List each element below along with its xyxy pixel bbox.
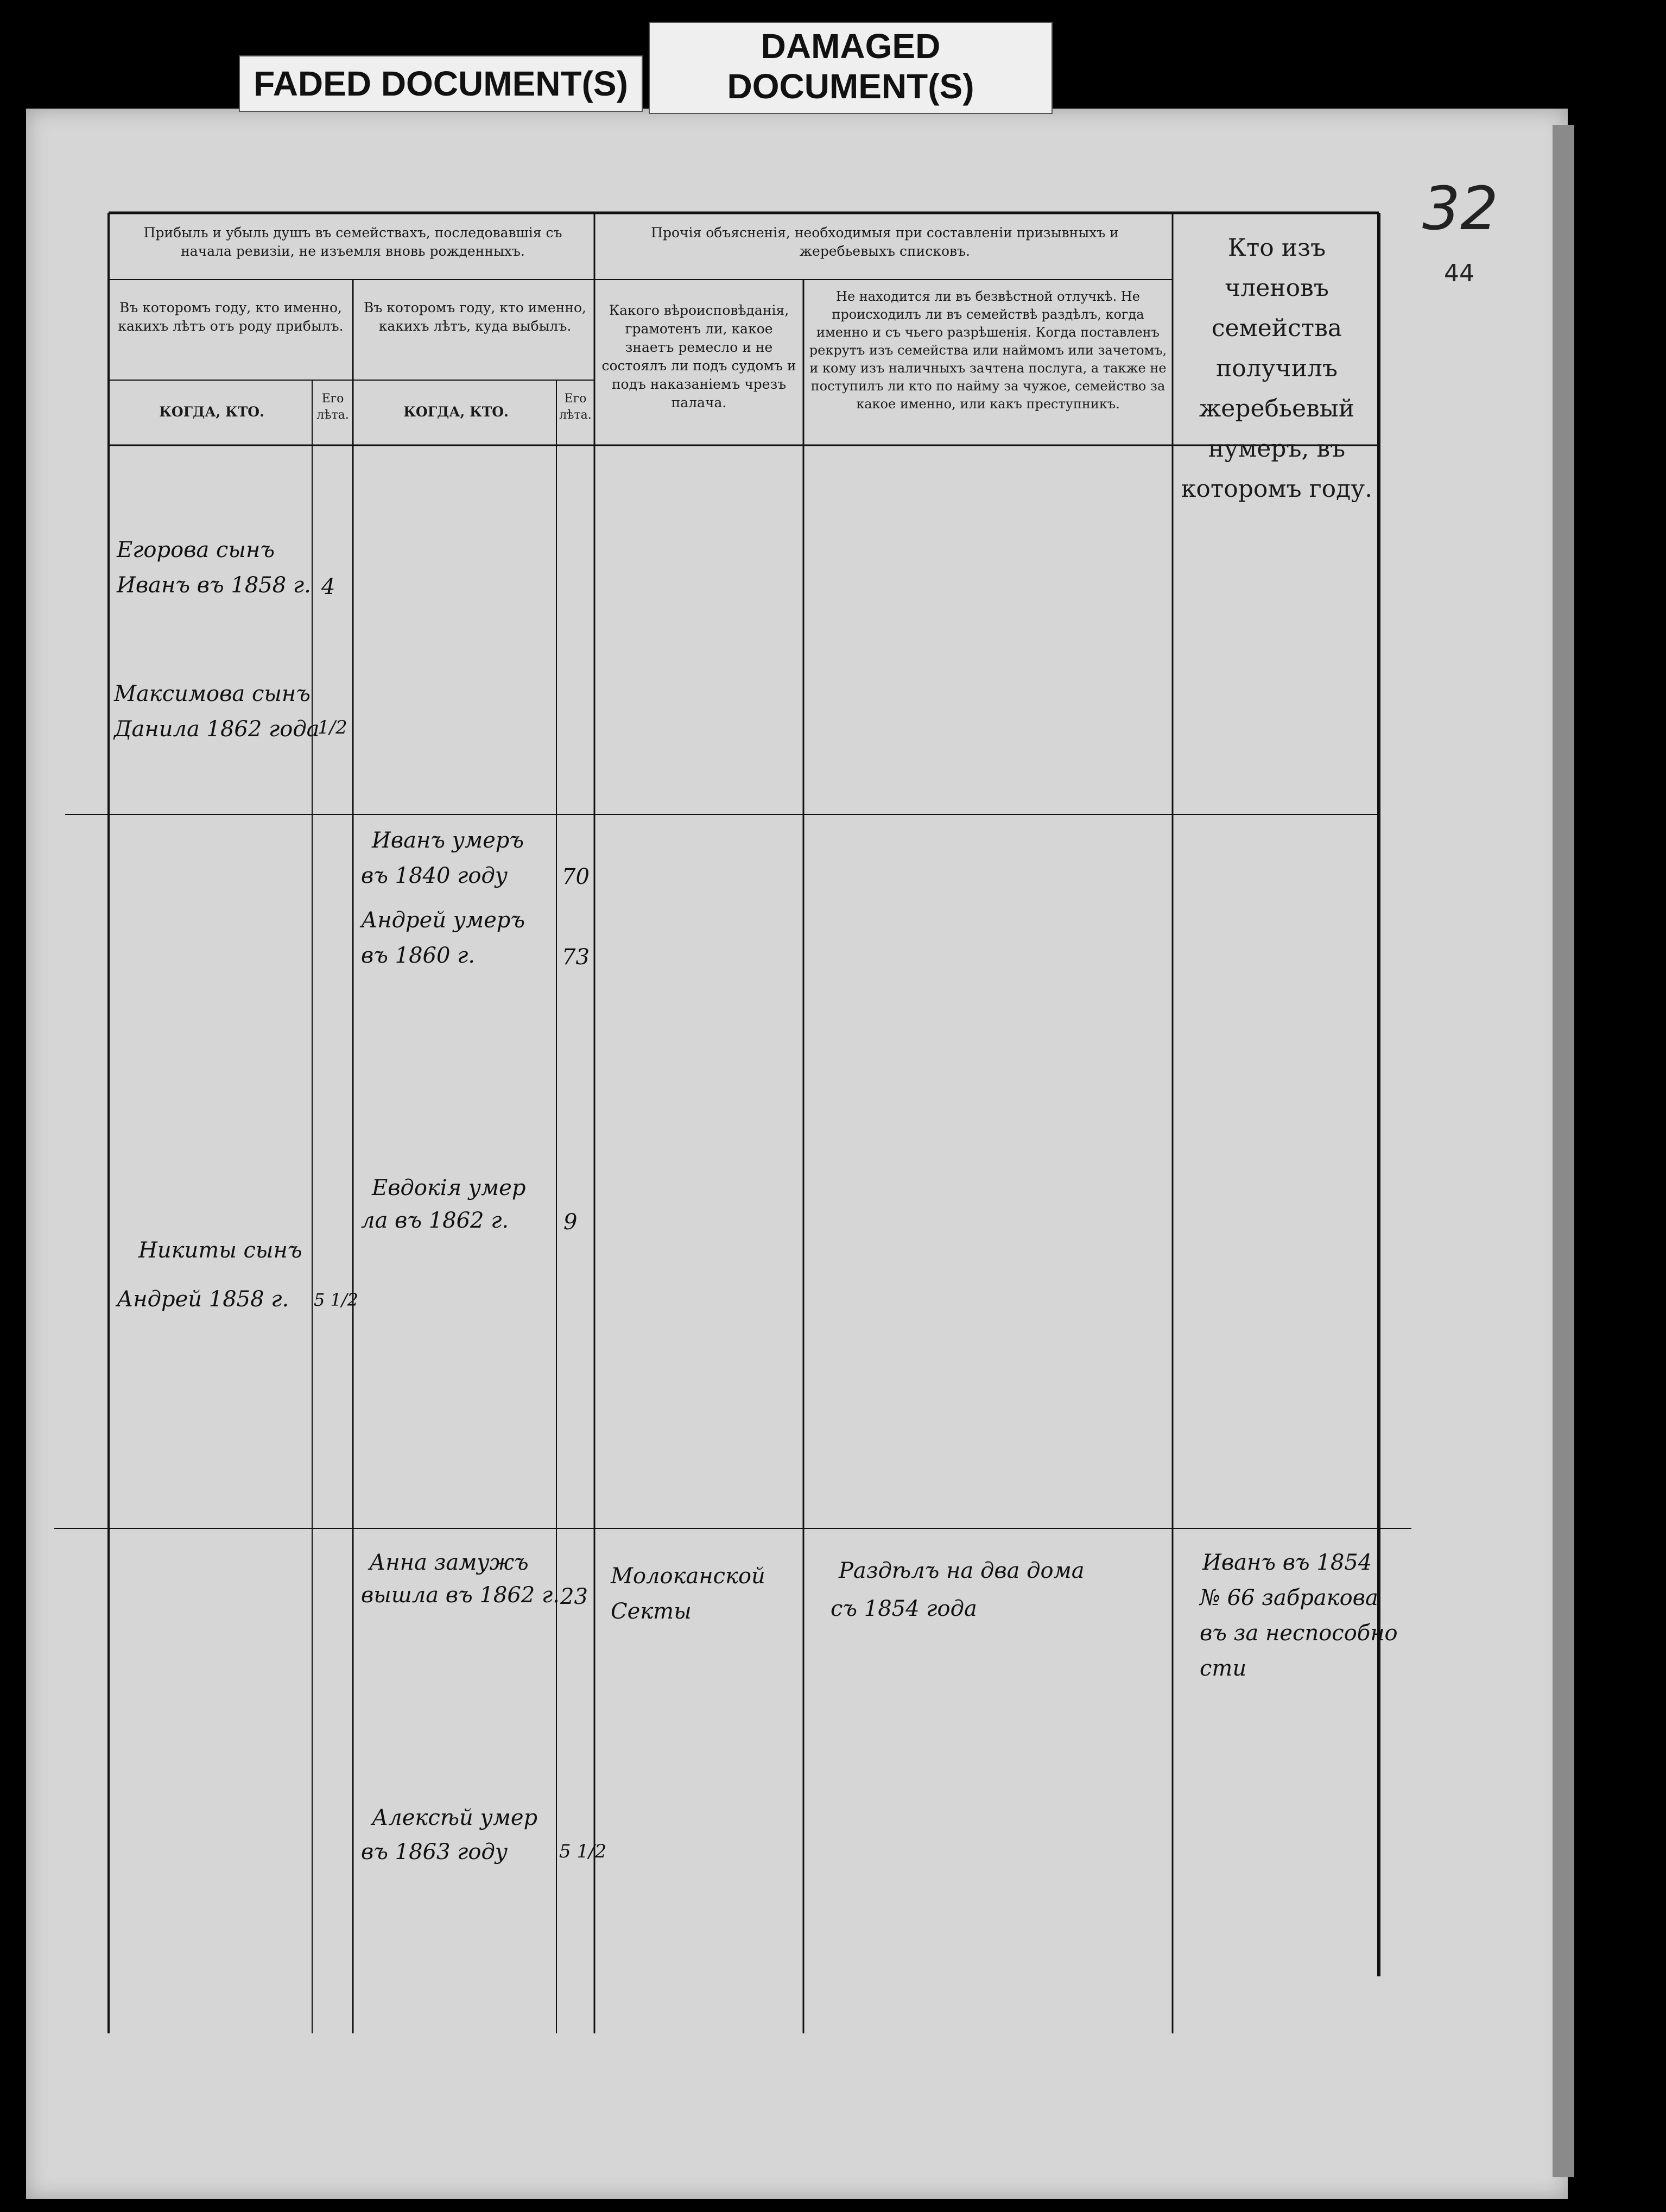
departure-entry-5-age: 5 1/2	[559, 1841, 607, 1862]
page-mark: 44	[1444, 260, 1474, 287]
departure-entry-3-line-b: ла въ 1862 г.	[361, 1208, 509, 1233]
arrival-entry-3-line-b: Андрей 1858 г.	[117, 1287, 289, 1312]
departure-entry-2-line-b: въ 1860 г.	[361, 943, 476, 968]
damaged-stamp-line1: DAMAGED	[761, 27, 941, 66]
damaged-stamp-line2: DOCUMENT(S)	[727, 67, 974, 106]
absence-entry-line-a: Раздѣлъ на два дома	[839, 1558, 1085, 1583]
departure-entry-4-line-b: вышла въ 1862 г.	[361, 1583, 560, 1608]
arrival-entry-1-line-b: Иванъ въ 1858 г.	[117, 573, 311, 598]
arrival-entry-1-age: 4	[321, 574, 335, 599]
header-lottery: Кто изъ членовъ семейства получилъ жеребьевый нумеръ, въ которомъ году.	[1181, 234, 1373, 503]
arrival-entry-3-line-a: Никиты сынъ	[138, 1238, 302, 1263]
lottery-entry-line-b: № 66 забракова	[1200, 1585, 1378, 1610]
header-age-departed: Его лѣта.	[559, 392, 592, 422]
departure-entry-3-line-a: Евдокія умер	[372, 1175, 526, 1200]
header-age-arrived: Его лѣта.	[316, 392, 349, 422]
faded-document-stamp: FADED DOCUMENT(S)	[239, 55, 643, 112]
header-when-who-departed: КОГДА, КТО.	[403, 404, 509, 420]
departure-entry-1-age: 70	[562, 864, 590, 889]
absence-entry-line-b: съ 1854 года	[831, 1596, 977, 1621]
header-religion: Какого вѣроисповѣданія, грамотенъ ли, какое знаетъ ремесло и не состоялъ ли подъ судомъ и подъ наказаніемъ чрезъ палача.	[601, 302, 796, 410]
departure-entry-2-age: 73	[562, 945, 590, 970]
departure-entry-2-line-a: Андрей умеръ	[361, 908, 525, 933]
lottery-entry-line-d: сти	[1200, 1656, 1247, 1681]
departure-entry-5-line-a: Алексѣй умер	[372, 1805, 538, 1830]
header-departed: Въ которомъ году, кто именно, какихъ лѣтъ, куда выбылъ.	[364, 300, 586, 334]
religion-entry-line-a: Молоканской	[611, 1564, 765, 1589]
arrival-entry-2-line-a: Максимова сынъ	[114, 681, 311, 706]
departure-entry-5-line-b: въ 1863 году	[361, 1840, 508, 1865]
header-arrived: Въ которомъ году, кто именно, какихъ лѣтъ отъ роду прибылъ.	[118, 300, 344, 334]
header-absence: Не находится ли въ безвѣстной отлучкѣ. Не происходилъ ли въ семействѣ раздѣлъ, когда именно и съ чьего разрѣшенія. Когда поставленъ рекрутъ изъ семейства или наймомъ или зачетомъ, и кому изъ наличныхъ зачтена послуга, а также не поступилъ ли кто по найму за чужое, семейство за какое именно, или какъ преступникъ.	[809, 289, 1167, 412]
lottery-entry-line-a: Иванъ въ 1854	[1202, 1550, 1372, 1575]
header-gain-loss: Прибыль и убыль душъ въ семействахъ, последовавшія съ начала ревизіи, не изъемля вновь рожденныхъ.	[143, 225, 562, 259]
departure-entry-1-line-a: Иванъ умеръ	[372, 828, 524, 853]
religion-entry-line-b: Секты	[611, 1599, 692, 1624]
arrival-entry-3-age: 5 1/2	[314, 1290, 359, 1310]
arrival-entry-2-age: 1/2	[318, 717, 347, 738]
arrival-entry-2-line-b: Данила 1862 года	[114, 717, 320, 742]
lottery-entry-line-c: въ за неспособно	[1200, 1621, 1398, 1646]
arrival-entry-1-line-a: Егорова сынъ	[117, 538, 275, 563]
departure-entry-1-line-b: въ 1840 году	[361, 863, 508, 888]
header-when-who-arrived: КОГДА, КТО.	[159, 404, 264, 420]
departure-entry-4-line-a: Анна замужъ	[369, 1550, 529, 1575]
departure-entry-4-age: 23	[560, 1584, 588, 1609]
page-number: 32	[1422, 174, 1498, 243]
departure-entry-3-age: 9	[563, 1210, 578, 1235]
header-other-explanations: Прочія объясненія, необходимыя при составленіи призывныхъ и жеребьевыхъ списковъ.	[651, 225, 1119, 259]
